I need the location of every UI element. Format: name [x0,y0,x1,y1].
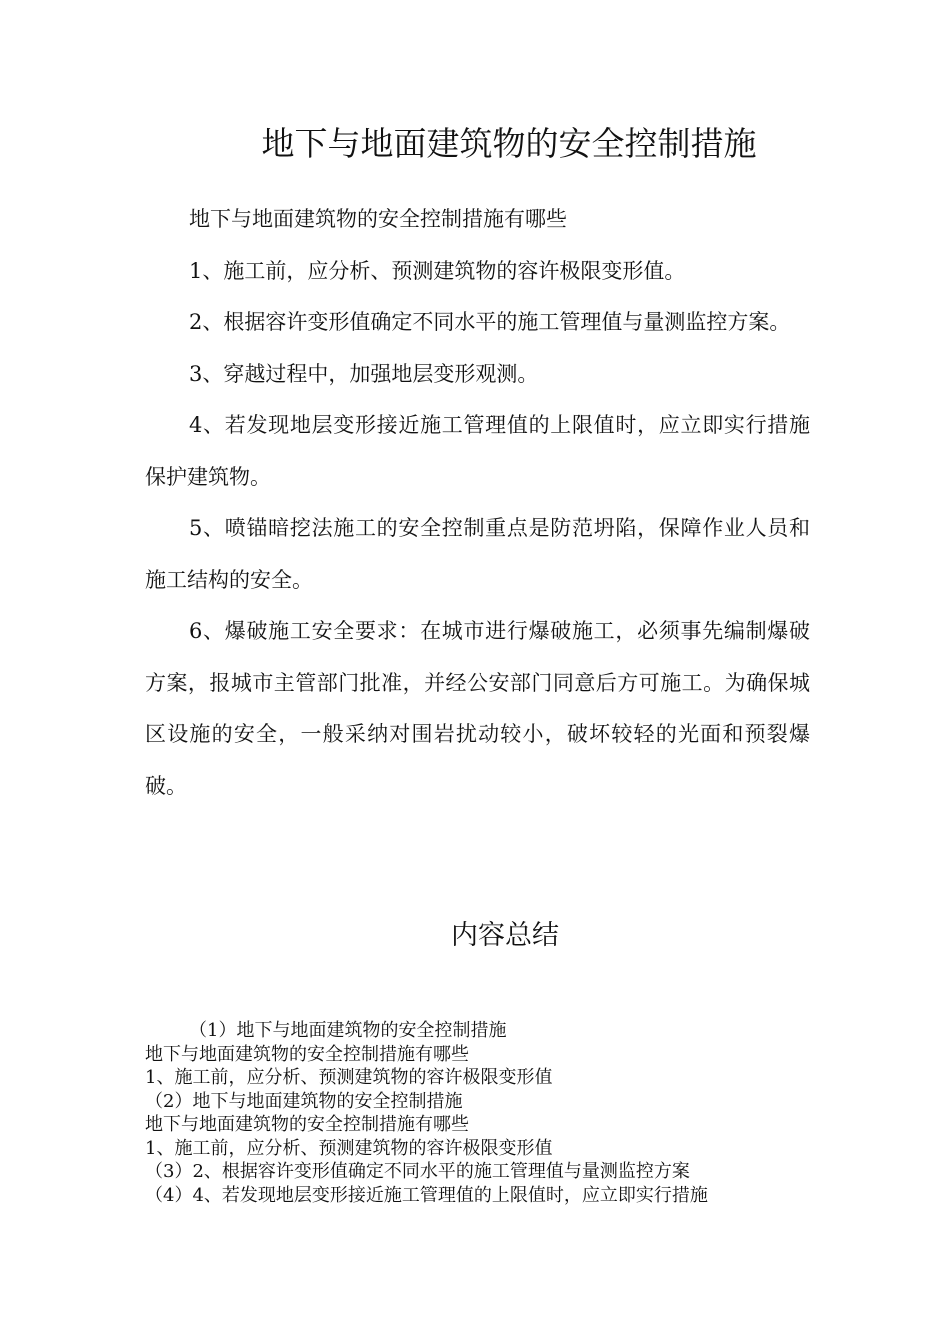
paragraph-intro: 地下与地面建筑物的安全控制措施有哪些 [189,207,567,231]
paragraph-item-5: 5、喷锚暗挖法施工的安全控制重点是防范坍陷，保障作业人员和施工结构的安全。 [145,516,810,592]
summary-line: 1、施工前，应分析、预测建筑物的容许极限变形值 [145,1137,553,1159]
summary-line: （4）4、若发现地层变形接近施工管理值的上限值时，应立即实行措施 [145,1184,708,1206]
document-title: 地下与地面建筑物的安全控制措施 [261,124,757,163]
summary-line: （3）2、根据容许变形值确定不同水平的施工管理值与量测监控方案 [145,1161,690,1182]
paragraph-item-1: 1、施工前，应分析、预测建筑物的容许极限变形值。 [189,258,686,283]
paragraph-item-6: 6、爆破施工安全要求：在城市进行爆破施工，必须事先编制爆破方案，报城市主管部门批准，并经公安部门同意后方可施工。为确保城区设施的安全，一般采纳对围岩扰动较小，破坏较轻的光面和预裂爆破。 [145,619,810,798]
summary-line: （1）地下与地面建筑物的安全控制措施 [189,1020,507,1041]
paragraph-item-3: 3、穿越过程中，加强地层变形观测。 [189,361,539,386]
paragraph-item-2: 2、根据容许变形值确定不同水平的施工管理值与量测监控方案。 [189,310,791,334]
summary-line: 地下与地面建筑物的安全控制措施有哪些 [145,1043,469,1065]
summary-block [145,1019,825,1207]
document-body [145,194,810,812]
summary-heading: 内容总结 [451,920,559,951]
summary-line: 地下与地面建筑物的安全控制措施有哪些 [145,1114,469,1135]
summary-line: （2）地下与地面建筑物的安全控制措施 [145,1090,463,1112]
summary-line: 1、施工前，应分析、预测建筑物的容许极限变形值 [145,1067,553,1088]
paragraph-item-4: 4、若发现地层变形接近施工管理值的上限值时，应立即实行措施保护建筑物。 [145,413,810,489]
